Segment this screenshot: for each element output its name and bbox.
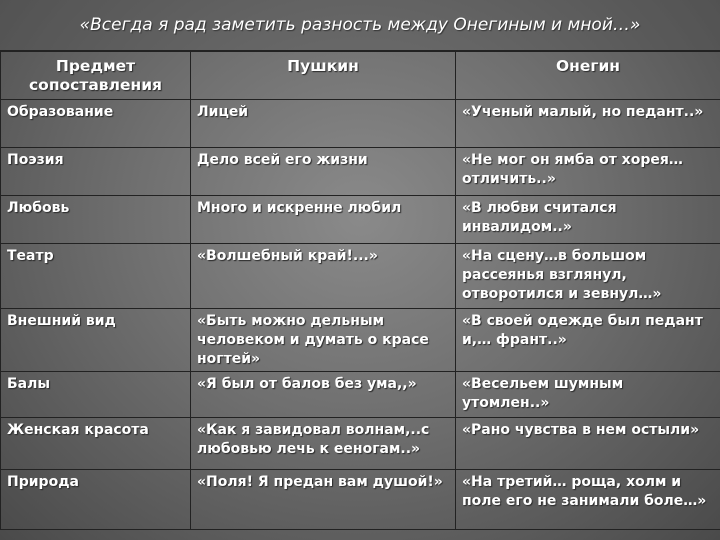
topic-cell: Образование xyxy=(1,100,191,148)
topic-cell: Природа xyxy=(1,470,191,530)
table-row xyxy=(1,196,720,244)
table-row xyxy=(1,100,720,148)
table-row xyxy=(1,244,720,309)
onegin-cell: «Ученый малый, но педант..» xyxy=(456,100,720,148)
onegin-cell: «Весельем шумным утомлен..» xyxy=(456,372,720,418)
onegin-cell: «В любви считался инвалидом..» xyxy=(456,196,720,244)
pushkin-cell: «Как я завидовал волнам,..с любовью лечь к ееногам..» xyxy=(191,418,456,470)
table-row xyxy=(1,309,720,372)
topic-cell: Женская красота xyxy=(1,418,191,470)
table-row xyxy=(1,470,720,530)
pushkin-cell: «Быть можно дельным человеком и думать о красе ногтей» xyxy=(191,309,456,372)
onegin-cell: «На третий… роща, холм и поле его не занимали боле…» xyxy=(456,470,720,530)
topic-cell: Любовь xyxy=(1,196,191,244)
table-row xyxy=(1,418,720,470)
header-pushkin: Пушкин xyxy=(191,52,456,100)
onegin-cell: «На сцену…в большом рассеянья взглянул, отворотился и зевнул…» xyxy=(456,244,720,309)
pushkin-cell: «Я был от балов без ума,,» xyxy=(191,372,456,418)
onegin-cell: «Не мог он ямба от хорея…отличить..» xyxy=(456,148,720,196)
pushkin-cell: «Поля! Я предан вам душой!» xyxy=(191,470,456,530)
header-subject: Предмет сопоставления xyxy=(1,52,191,100)
pushkin-cell: «Волшебный край!...» xyxy=(191,244,456,309)
header-onegin: Онегин xyxy=(456,52,720,100)
pushkin-cell: Много и искренне любил xyxy=(191,196,456,244)
topic-cell: Внешний вид xyxy=(1,309,191,372)
topic-cell: Театр xyxy=(1,244,191,309)
onegin-cell: «Рано чувства в нем остыли» xyxy=(456,418,720,470)
table-row xyxy=(1,372,720,418)
table-row xyxy=(1,148,720,196)
onegin-cell: «В своей одежде был педант и,… франт..» xyxy=(456,309,720,372)
comparison-table xyxy=(0,51,720,530)
pushkin-cell: Дело всей его жизни xyxy=(191,148,456,196)
topic-cell: Балы xyxy=(1,372,191,418)
pushkin-cell: Лицей xyxy=(191,100,456,148)
slide-title: «Всегда я рад заметить разность между Онегиным и мной…» xyxy=(0,0,720,51)
table-header-row xyxy=(1,52,720,100)
topic-cell: Поэзия xyxy=(1,148,191,196)
